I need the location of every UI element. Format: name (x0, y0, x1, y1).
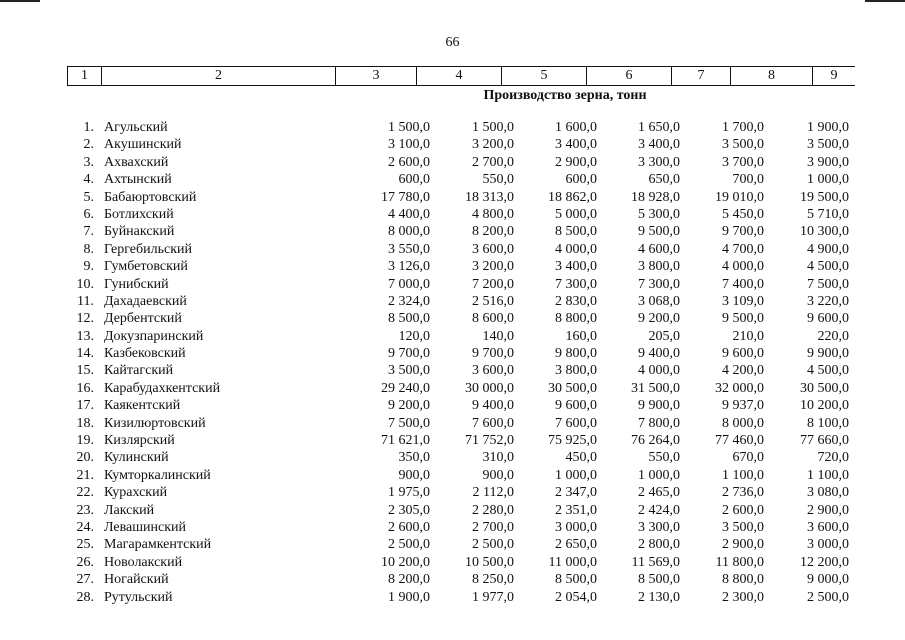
value-cell: 350,0 (398, 450, 430, 466)
row-number: 12. (76, 311, 94, 327)
value-cell: 3 900,0 (807, 154, 849, 170)
table-body (0, 119, 905, 606)
district-name: Дахадаевский (104, 293, 187, 309)
table-row (0, 467, 905, 484)
table-row (0, 589, 905, 606)
district-name: Гергебильский (104, 241, 192, 257)
value-cell: 2 600,0 (388, 519, 430, 535)
table-row (0, 536, 905, 553)
value-cell: 71 752,0 (465, 433, 514, 449)
value-cell: 2 054,0 (555, 589, 597, 605)
value-cell: 2 424,0 (638, 502, 680, 518)
value-cell: 9 600,0 (807, 311, 849, 327)
district-name: Кумторкалинский (104, 467, 211, 483)
value-cell: 2 650,0 (555, 537, 597, 553)
value-cell: 4 600,0 (638, 241, 680, 257)
value-cell: 310,0 (482, 450, 514, 466)
district-name: Ахтынский (104, 172, 172, 188)
value-cell: 1 500,0 (472, 120, 514, 135)
value-cell: 700,0 (732, 172, 764, 188)
value-cell: 30 500,0 (800, 380, 849, 396)
value-cell: 3 600,0 (472, 241, 514, 257)
column-header: 3 (335, 67, 416, 85)
value-cell: 4 800,0 (472, 206, 514, 222)
value-cell: 1 650,0 (638, 120, 680, 135)
value-cell: 205,0 (648, 328, 680, 344)
value-cell: 18 928,0 (631, 189, 680, 205)
district-name: Магарамкентский (104, 537, 212, 553)
district-name: Карабудахкентский (104, 380, 221, 396)
table-row (0, 258, 905, 275)
value-cell: 10 500,0 (465, 554, 514, 570)
table-row (0, 415, 905, 432)
value-cell: 18 313,0 (465, 189, 514, 205)
district-name: Ботлихский (104, 206, 174, 222)
row-number: 2. (83, 137, 94, 153)
value-cell: 2 900,0 (555, 154, 597, 170)
district-name: Бабаюртовский (104, 189, 197, 205)
value-cell: 670,0 (732, 450, 764, 466)
value-cell: 2 900,0 (722, 537, 764, 553)
value-cell: 1 500,0 (388, 120, 430, 135)
row-number: 1. (83, 120, 94, 135)
value-cell: 10 200,0 (381, 554, 430, 570)
value-cell: 3 220,0 (807, 293, 849, 309)
value-cell: 7 300,0 (555, 276, 597, 292)
value-cell: 31 500,0 (631, 380, 680, 396)
value-cell: 2 130,0 (638, 589, 680, 605)
row-number: 4. (83, 172, 94, 188)
value-cell: 9 000,0 (807, 572, 849, 588)
value-cell: 9 600,0 (722, 346, 764, 362)
value-cell: 4 500,0 (807, 259, 849, 275)
district-name: Акушинский (104, 137, 182, 153)
district-name: Гунибский (104, 276, 169, 292)
value-cell: 2 500,0 (472, 537, 514, 553)
value-cell: 7 300,0 (638, 276, 680, 292)
value-cell: 3 068,0 (638, 293, 680, 309)
value-cell: 2 351,0 (555, 502, 597, 518)
value-cell: 3 600,0 (472, 363, 514, 379)
row-number: 13. (76, 328, 94, 344)
value-cell: 9 700,0 (388, 346, 430, 362)
value-cell: 3 300,0 (638, 519, 680, 535)
section-title: Производство зерна, тонн (483, 88, 647, 103)
value-cell: 7 600,0 (555, 415, 597, 431)
row-number: 15. (76, 363, 94, 379)
value-cell: 10 300,0 (800, 224, 849, 240)
value-cell: 2 324,0 (388, 293, 430, 309)
row-number: 6. (83, 206, 94, 222)
value-cell: 1 600,0 (555, 120, 597, 135)
value-cell: 120,0 (398, 328, 430, 344)
scan-edge-line-left (0, 0, 40, 2)
value-cell: 8 500,0 (555, 224, 597, 240)
value-cell: 71 621,0 (381, 433, 430, 449)
row-number: 16. (76, 380, 94, 396)
value-cell: 3 109,0 (722, 293, 764, 309)
table-row (0, 241, 905, 258)
district-name: Ногайский (104, 572, 169, 588)
value-cell: 2 305,0 (388, 502, 430, 518)
value-cell: 11 800,0 (715, 554, 764, 570)
value-cell: 160,0 (565, 328, 597, 344)
district-name: Гумбетовский (104, 259, 188, 275)
district-name: Ахвахский (104, 154, 169, 170)
row-number: 17. (76, 398, 94, 414)
table-row (0, 171, 905, 188)
table-row (0, 206, 905, 223)
value-cell: 1 000,0 (807, 172, 849, 188)
value-cell: 2 347,0 (555, 485, 597, 501)
table-row (0, 362, 905, 379)
table-row (0, 345, 905, 362)
value-cell: 2 700,0 (472, 154, 514, 170)
table-row (0, 502, 905, 519)
district-name: Каякентский (104, 398, 181, 414)
value-cell: 1 100,0 (807, 467, 849, 483)
value-cell: 2 700,0 (472, 519, 514, 535)
value-cell: 10 200,0 (800, 398, 849, 414)
row-number: 24. (76, 519, 94, 535)
value-cell: 3 200,0 (472, 137, 514, 153)
value-cell: 1 975,0 (388, 485, 430, 501)
column-header: 4 (416, 67, 501, 85)
table-header (67, 66, 855, 86)
value-cell: 3 000,0 (807, 537, 849, 553)
value-cell: 9 200,0 (388, 398, 430, 414)
row-number: 21. (76, 467, 94, 483)
row-number: 3. (83, 154, 94, 170)
value-cell: 720,0 (817, 450, 849, 466)
district-name: Рутульский (104, 589, 173, 605)
value-cell: 30 500,0 (548, 380, 597, 396)
value-cell: 2 736,0 (722, 485, 764, 501)
value-cell: 3 500,0 (722, 137, 764, 153)
value-cell: 77 460,0 (715, 433, 764, 449)
table-row (0, 328, 905, 345)
value-cell: 7 000,0 (388, 276, 430, 292)
value-cell: 8 000,0 (388, 224, 430, 240)
value-cell: 2 830,0 (555, 293, 597, 309)
value-cell: 8 600,0 (472, 311, 514, 327)
row-number: 25. (76, 537, 94, 553)
value-cell: 900,0 (398, 467, 430, 483)
table-row (0, 223, 905, 240)
value-cell: 3 800,0 (638, 259, 680, 275)
value-cell: 9 500,0 (638, 224, 680, 240)
value-cell: 8 800,0 (555, 311, 597, 327)
value-cell: 9 800,0 (555, 346, 597, 362)
column-header: 8 (730, 67, 812, 85)
table-row (0, 136, 905, 153)
value-cell: 450,0 (565, 450, 597, 466)
value-cell: 9 700,0 (472, 346, 514, 362)
row-number: 20. (76, 450, 94, 466)
value-cell: 7 800,0 (638, 415, 680, 431)
district-name: Курахский (104, 485, 168, 501)
table-row (0, 293, 905, 310)
value-cell: 5 300,0 (638, 206, 680, 222)
value-cell: 8 000,0 (722, 415, 764, 431)
table-row (0, 380, 905, 397)
value-cell: 1 000,0 (555, 467, 597, 483)
column-header: 9 (812, 67, 855, 85)
district-name: Лакский (104, 502, 155, 518)
value-cell: 3 400,0 (555, 137, 597, 153)
scan-edge-line-right (865, 0, 905, 2)
value-cell: 3 200,0 (472, 259, 514, 275)
column-header: 7 (671, 67, 730, 85)
row-number: 7. (83, 224, 94, 240)
value-cell: 220,0 (817, 328, 849, 344)
value-cell: 2 280,0 (472, 502, 514, 518)
value-cell: 5 710,0 (807, 206, 849, 222)
value-cell: 2 516,0 (472, 293, 514, 309)
value-cell: 12 200,0 (800, 554, 849, 570)
value-cell: 2 600,0 (722, 502, 764, 518)
value-cell: 3 000,0 (555, 519, 597, 535)
table-row (0, 119, 905, 136)
table-row (0, 484, 905, 501)
table-row (0, 519, 905, 536)
value-cell: 3 550,0 (388, 241, 430, 257)
value-cell: 3 080,0 (807, 485, 849, 501)
district-name: Левашинский (104, 519, 187, 535)
value-cell: 3 800,0 (555, 363, 597, 379)
value-cell: 3 600,0 (807, 519, 849, 535)
value-cell: 8 100,0 (807, 415, 849, 431)
value-cell: 3 700,0 (722, 154, 764, 170)
value-cell: 4 700,0 (722, 241, 764, 257)
value-cell: 3 400,0 (638, 137, 680, 153)
value-cell: 19 010,0 (715, 189, 764, 205)
row-number: 8. (83, 241, 94, 257)
district-name: Кизилюртовский (104, 415, 206, 431)
value-cell: 7 500,0 (388, 415, 430, 431)
value-cell: 4 200,0 (722, 363, 764, 379)
column-header: 1 (67, 67, 101, 85)
value-cell: 8 500,0 (638, 572, 680, 588)
district-name: Дербентский (104, 311, 182, 327)
row-number: 5. (83, 189, 94, 205)
row-number: 27. (76, 572, 94, 588)
district-name: Казбековский (104, 346, 186, 362)
value-cell: 2 465,0 (638, 485, 680, 501)
value-cell: 3 500,0 (807, 137, 849, 153)
value-cell: 32 000,0 (715, 380, 764, 396)
value-cell: 7 500,0 (807, 276, 849, 292)
district-name: Кизлярский (104, 433, 175, 449)
value-cell: 2 300,0 (722, 589, 764, 605)
value-cell: 3 100,0 (388, 137, 430, 153)
value-cell: 9 900,0 (638, 398, 680, 414)
table-row (0, 432, 905, 449)
page-number: 66 (445, 35, 460, 50)
row-number: 9. (83, 259, 94, 275)
value-cell: 8 250,0 (472, 572, 514, 588)
value-cell: 9 400,0 (472, 398, 514, 414)
value-cell: 9 700,0 (722, 224, 764, 240)
value-cell: 19 500,0 (800, 189, 849, 205)
row-number: 28. (76, 589, 94, 605)
column-header: 5 (501, 67, 586, 85)
value-cell: 2 112,0 (472, 485, 514, 501)
value-cell: 4 000,0 (638, 363, 680, 379)
value-cell: 77 660,0 (800, 433, 849, 449)
value-cell: 5 450,0 (722, 206, 764, 222)
district-name: Буйнакский (104, 224, 175, 240)
value-cell: 7 200,0 (472, 276, 514, 292)
value-cell: 4 900,0 (807, 241, 849, 257)
row-number: 22. (76, 485, 94, 501)
value-cell: 4 500,0 (807, 363, 849, 379)
value-cell: 900,0 (482, 467, 514, 483)
value-cell: 1 977,0 (472, 589, 514, 605)
row-number: 19. (76, 433, 94, 449)
value-cell: 600,0 (398, 172, 430, 188)
row-number: 14. (76, 346, 94, 362)
value-cell: 9 400,0 (638, 346, 680, 362)
value-cell: 550,0 (648, 450, 680, 466)
value-cell: 210,0 (732, 328, 764, 344)
value-cell: 18 862,0 (548, 189, 597, 205)
table-row (0, 189, 905, 206)
table-row (0, 449, 905, 466)
value-cell: 3 500,0 (722, 519, 764, 535)
value-cell: 5 000,0 (555, 206, 597, 222)
district-name: Агульский (104, 120, 168, 135)
district-name: Новолакский (104, 554, 183, 570)
value-cell: 7 600,0 (472, 415, 514, 431)
value-cell: 17 780,0 (381, 189, 430, 205)
table-row (0, 310, 905, 327)
table-row (0, 397, 905, 414)
row-number: 11. (77, 293, 94, 309)
value-cell: 1 900,0 (807, 120, 849, 135)
value-cell: 9 600,0 (555, 398, 597, 414)
value-cell: 2 500,0 (807, 589, 849, 605)
row-number: 23. (76, 502, 94, 518)
value-cell: 7 400,0 (722, 276, 764, 292)
district-name: Кулинский (104, 450, 169, 466)
value-cell: 2 900,0 (807, 502, 849, 518)
row-number: 18. (76, 415, 94, 431)
value-cell: 3 400,0 (555, 259, 597, 275)
table-row (0, 554, 905, 571)
value-cell: 650,0 (648, 172, 680, 188)
value-cell: 600,0 (565, 172, 597, 188)
table-row (0, 571, 905, 588)
value-cell: 9 200,0 (638, 311, 680, 327)
value-cell: 3 126,0 (388, 259, 430, 275)
value-cell: 1 000,0 (638, 467, 680, 483)
value-cell: 8 500,0 (555, 572, 597, 588)
row-number: 26. (76, 554, 94, 570)
value-cell: 9 937,0 (722, 398, 764, 414)
value-cell: 8 200,0 (388, 572, 430, 588)
value-cell: 2 600,0 (388, 154, 430, 170)
value-cell: 4 000,0 (722, 259, 764, 275)
value-cell: 9 900,0 (807, 346, 849, 362)
value-cell: 8 800,0 (722, 572, 764, 588)
value-cell: 4 000,0 (555, 241, 597, 257)
value-cell: 9 500,0 (722, 311, 764, 327)
column-header: 6 (586, 67, 671, 85)
value-cell: 8 200,0 (472, 224, 514, 240)
row-number: 10. (76, 276, 94, 292)
table-row (0, 276, 905, 293)
value-cell: 29 240,0 (381, 380, 430, 396)
value-cell: 550,0 (482, 172, 514, 188)
district-name: Докузпаринский (104, 328, 204, 344)
value-cell: 8 500,0 (388, 311, 430, 327)
value-cell: 2 500,0 (388, 537, 430, 553)
district-name: Кайтагский (104, 363, 174, 379)
value-cell: 1 900,0 (388, 589, 430, 605)
value-cell: 75 925,0 (548, 433, 597, 449)
value-cell: 2 800,0 (638, 537, 680, 553)
value-cell: 76 264,0 (631, 433, 680, 449)
value-cell: 1 700,0 (722, 120, 764, 135)
value-cell: 4 400,0 (388, 206, 430, 222)
column-header: 2 (101, 67, 335, 85)
value-cell: 3 500,0 (388, 363, 430, 379)
value-cell: 3 300,0 (638, 154, 680, 170)
value-cell: 1 100,0 (722, 467, 764, 483)
value-cell: 140,0 (482, 328, 514, 344)
value-cell: 11 000,0 (548, 554, 597, 570)
value-cell: 30 000,0 (465, 380, 514, 396)
value-cell: 11 569,0 (631, 554, 680, 570)
table-row (0, 154, 905, 171)
